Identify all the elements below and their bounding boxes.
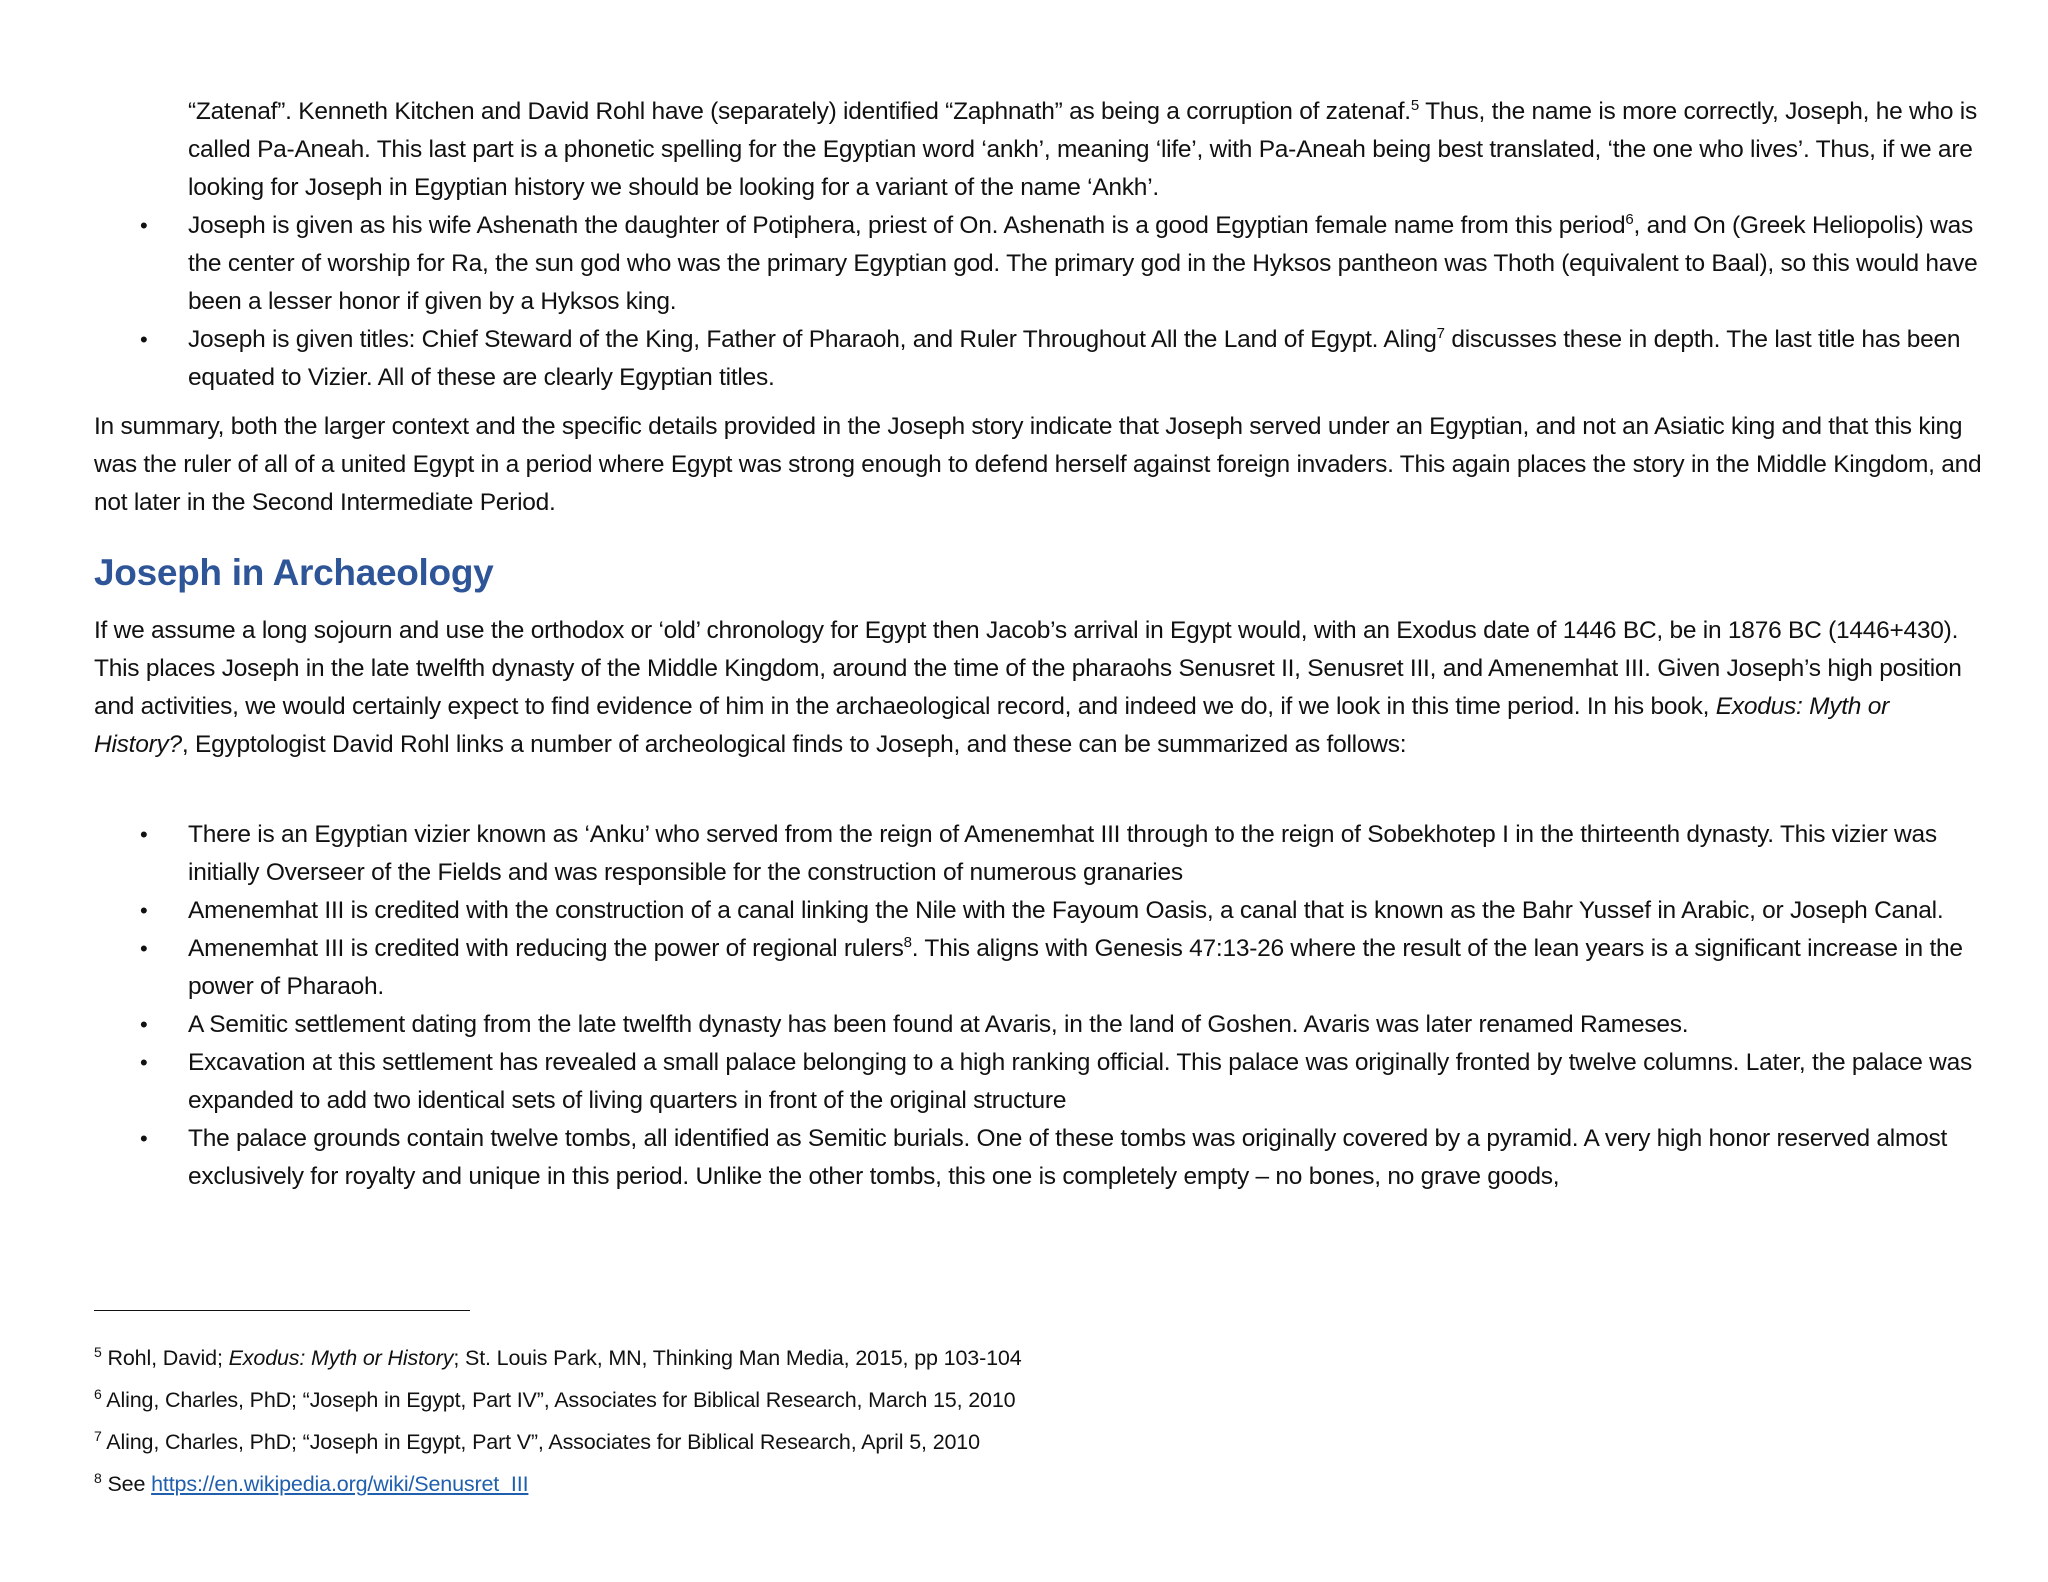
list-item xyxy=(0,930,1990,1006)
list-item-text-b: discusses these in depth. The last title has been equated to Vizier. All of these are clearly Egyptian titles. xyxy=(188,326,1961,391)
footnote-number: 5 xyxy=(94,1344,102,1360)
list-item xyxy=(0,1044,1990,1120)
list-item xyxy=(0,892,1990,930)
footnote-number: 8 xyxy=(94,1470,102,1486)
footnote-number: 6 xyxy=(94,1386,102,1402)
footnote-ref[interactable]: 8 xyxy=(903,934,912,951)
summary-paragraph: In summary, both the larger context and the specific details provided in the Joseph story indicate that Joseph served under an Egyptian, and not an Asiatic king and that this king was the ruler of all of a united Egypt in a period where Egypt was strong enough to defend herself against foreign invaders. This again places the story in the Middle Kingdom, and not later in the Second Intermediate Period. xyxy=(94,413,1982,516)
bullet-icon: • xyxy=(140,327,148,352)
footnote-separator xyxy=(94,1310,470,1311)
bullet-icon: • xyxy=(140,898,148,923)
footnote-ref[interactable]: 5 xyxy=(1410,97,1419,114)
footnotes xyxy=(94,1337,1594,1505)
list-item-text-b: . This aligns with Genesis 47:13-26 where the result of the lean years is a significant increase in the power of Pharaoh. xyxy=(188,935,1963,1000)
footnote-text: Rohl, David; xyxy=(101,1346,229,1370)
footnote-text-post: ; St. Louis Park, MN, Thinking Man Media, 2015, pp 103-104 xyxy=(453,1346,1022,1370)
book-title: Exodus: Myth or History? xyxy=(94,693,1889,758)
list-item-text-a: Amenemhat III is credited with reducing the power of regional rulers xyxy=(188,935,904,962)
list-item-text xyxy=(188,1006,1988,1044)
bullet-icon: • xyxy=(140,822,148,847)
list-item-text-a: Excavation at this settlement has revealed a small palace belonging to a high ranking official. This palace was originally fronted by twelve columns. Later, the palace was expanded to add two identical sets of living quarters in front of the original structure xyxy=(188,1049,1972,1114)
list-item-text xyxy=(188,207,1988,321)
list-item-text-a: Amenemhat III is credited with the construction of a canal linking the Nile with the Fayoum Oasis, a canal that is known as the Bahr Yussef in Arabic, or Joseph Canal. xyxy=(188,897,1944,924)
intro-paragraph xyxy=(94,612,1984,764)
continued-paragraph xyxy=(188,93,1988,207)
intro-text-a: If we assume a long sojourn and use the orthodox or ‘old’ chronology for Egypt then Jacob’s arrival in Egypt would, with an Exodus date of 1446 BC, be in 1876 BC (1446+430). This places Joseph in the late twelfth dynasty of the Middle Kingdom, around the time of the pharaohs Senusret II, Senusret III, and Amenemhat III. Given Joseph’s high position and activities, we would certainly expect to find evidence of him in the archaeological record, and indeed we do, if we look in this time period. In his book, xyxy=(94,617,1962,720)
section-heading: Joseph in Archaeology xyxy=(94,552,494,593)
footnote-link[interactable]: https://en.wikipedia.org/wiki/Senusret_III xyxy=(151,1472,529,1496)
bullet-icon: • xyxy=(140,1050,148,1075)
footnote-ref[interactable]: 6 xyxy=(1625,211,1634,228)
list-item-text xyxy=(188,1044,1988,1120)
footnote-number: 7 xyxy=(94,1428,102,1444)
bullet-list-findings xyxy=(0,816,1990,1196)
bullet-list-top xyxy=(0,207,1990,397)
continued-text-b: Thus, the name is more correctly, Joseph, he who is called Pa-Aneah. This last part is a phonetic spelling for the Egyptian word ‘ankh’, meaning ‘life’, with Pa-Aneah being best translated, ‘the one who lives’. Thus, if we are looking for Joseph in Egyptian history we should be looking for a variant of the name ‘Ankh’. xyxy=(188,98,1977,201)
footnote-text: See xyxy=(101,1472,152,1496)
list-item-text-a: There is an Egyptian vizier known as ‘Anku’ who served from the reign of Amenemhat III through to the reign of Sobekhotep I in the thirteenth dynasty. This vizier was initially Overseer of the Fields and was responsible for the construction of numerous granaries xyxy=(188,821,1937,886)
list-item-text-b: , and On (Greek Heliopolis) was the center of worship for Ra, the sun god who was the primary Egyptian god. The primary god in the Hyksos pantheon was Thoth (equivalent to Baal), so this would have been a lesser honor if given by a Hyksos king. xyxy=(188,212,1978,315)
bullet-icon: • xyxy=(140,1126,148,1151)
list-item-text xyxy=(188,816,1988,892)
continued-paragraph-text xyxy=(188,93,1988,207)
footnote xyxy=(94,1379,1594,1421)
footnote-text: Aling, Charles, PhD; “Joseph in Egypt, Part IV”, Associates for Biblical Research, March 15, 2010 xyxy=(101,1388,1016,1412)
list-item xyxy=(0,1006,1990,1044)
continued-text-a: “Zatenaf”. Kenneth Kitchen and David Rohl have (separately) identified “Zaphnath” as being a corruption of zatenaf. xyxy=(188,98,1411,125)
list-item-text-a: A Semitic settlement dating from the late twelfth dynasty has been found at Avaris, in the land of Goshen. Avaris was later renamed Rameses. xyxy=(188,1011,1689,1038)
footnote xyxy=(94,1337,1594,1379)
bullet-icon: • xyxy=(140,936,148,961)
list-item-text-a: The palace grounds contain twelve tombs, all identified as Semitic burials. One of these tombs was originally covered by a pyramid. A very high honor reserved almost exclusively for royalty and unique in this period. Unlike the other tombs, this one is completely empty – no bones, no grave goods, xyxy=(188,1125,1948,1190)
list-item-text xyxy=(188,321,1988,397)
list-item-text xyxy=(188,892,1988,930)
list-item xyxy=(0,321,1990,397)
footnote xyxy=(94,1463,1594,1505)
list-item-text-a: Joseph is given titles: Chief Steward of the King, Father of Pharaoh, and Ruler Throughout All the Land of Egypt. Aling xyxy=(188,326,1437,353)
bullet-icon: • xyxy=(140,1012,148,1037)
footnote-text: Aling, Charles, PhD; “Joseph in Egypt, Part V”, Associates for Biblical Research, April 5, 2010 xyxy=(101,1430,980,1454)
list-item xyxy=(0,207,1990,321)
footnote-ref[interactable]: 7 xyxy=(1436,325,1445,342)
footnote xyxy=(94,1421,1594,1463)
list-item-text xyxy=(188,1120,1988,1196)
list-item xyxy=(0,816,1990,892)
footnote-book-title: Exodus: Myth or History xyxy=(228,1346,454,1370)
intro-text-b: , Egyptologist David Rohl links a number of archeological finds to Joseph, and these can be summarized as follows: xyxy=(181,731,1407,758)
bullet-icon: • xyxy=(140,213,148,238)
list-item-text xyxy=(188,930,1988,1006)
list-item-text-a: Joseph is given as his wife Ashenath the daughter of Potiphera, priest of On. Ashenath is a good Egyptian female name from this period xyxy=(188,212,1626,239)
list-item xyxy=(0,1120,1990,1196)
